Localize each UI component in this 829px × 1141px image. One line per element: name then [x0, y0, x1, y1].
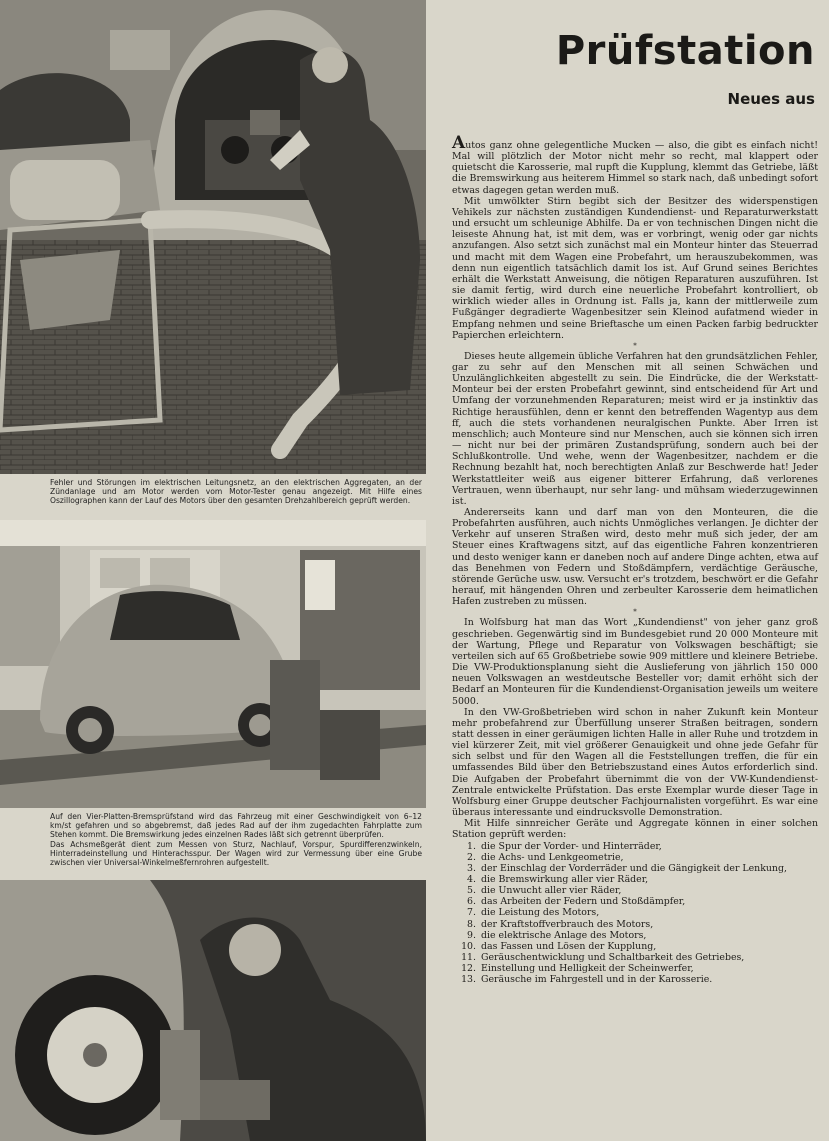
page-subtitle: Neues aus: [727, 90, 815, 108]
paragraph-1-text: utos ganz ohne gelegentliche Mucken — also, die gibt es einfach nicht! Mal will plötzlich der Motor nicht mehr so recht, mal klappert oder quietscht die Karosserie, mal rupft die Kupplung, klemmt das Getriebe, läßt die Bremswirkung aus heiterem Himmel so stark nach, daß unbedingt sofort etwas dagegen getan werden muß.: [452, 140, 818, 196]
list-item: 1. die Spur der Vorder- und Hinterräder,: [467, 840, 662, 852]
test-items-list: [452, 841, 818, 986]
photo-brake-test-stand: [0, 520, 426, 808]
list-item: 3. der Einschlag der Vorderräder und die Gängigkeit der Lenkung,: [467, 862, 787, 874]
list-item: 2. die Achs- und Lenkgeometrie,: [467, 851, 624, 863]
section-separator: *: [633, 341, 637, 350]
paragraph-6: In den VW-Großbetrieben wird schon in naher Zukunft kein Monteur mehr probefahrend zur Überfüllung unserer Straßen beitragen, sondern statt dessen in einer geräumigen lichten Halle in aller Ruhe und trotzdem in viel kürzerer Zeit, mit viel größerer Genauigkeit und ohne jede Gefahr für sich selbst und für den Wagen all die Feststellungen treffen, die für ein umfassendes Bild über den Betriebszustand eines Autos erforderlich sind. Die Aufgaben der Probefahrt übernimmt die von der VW-Kundendienst-Zentrale entwickelte Prüfstation. Das erste Exemplar wurde dieser Tage in Wolfsburg einer Gruppe deutscher Fachjournalisten vorgeführt. Es war eine überaus interessante und eindrucksvolle Demonstration.: [452, 706, 818, 819]
list-item: 13. Geräusche im Fahrgestell und in der Karosserie.: [461, 974, 713, 986]
paragraph-4: Andererseits kann und darf man von den Monteuren, die die Probefahrten ausführen, auch nichts Unmögliches verlangen. Je dichter der Verkehr auf unseren Straßen wird, desto mehr muß sich jeder, der am Steuer eines Kraftwagens sitzt, auf das eigentliche Fahren konzentrieren und desto weniger kann er daneben noch auf andere Dinge achten, etwa auf das Benehmen von Federn und Stoßdämpfern, verdächtige Geräusche, störende Gerüche usw. usw. Versucht er's trotzdem, beschwört er die Gefahr herauf, mit hängenden Ohren und zerbeulter Karosserie dem heimatlichen Hafen zustreben zu müssen.: [452, 507, 818, 608]
column-gutter: [426, 0, 452, 1141]
paragraph-1: [452, 133, 818, 196]
paragraph-5: In Wolfsburg hat man das Wort „Kundendienst" von jeher ganz groß geschrieben. Gegenwärtig sind im Bundesgebiet rund 20 000 Monteure mit der Wartung, Pflege und Reparatur von Volkswagen beschäftigt; sie verteilen sich auf 65 Großbetriebe sowie 909 mittlere und kleinere Betriebe. Die VW-Produktionsplanung sieht die Auslieferung von jährlich 150 000 neuen Volkswagen an westdeutsche Besteller vor; damit erhöht sich der Bedarf an Monteuren für die Kundendienst-Organisation jeweils um weitere 5000.: [452, 617, 818, 707]
list-item: 11. Geräuschentwicklung und Schaltbarkeit des Getriebes,: [461, 952, 745, 964]
list-item: 7. die Leistung des Motors,: [467, 907, 600, 919]
list-item: 9. die elektrische Anlage des Motors,: [467, 929, 647, 941]
list-item: 8. der Kraftstoffverbrauch des Motors,: [467, 918, 654, 930]
list-item: 6. das Arbeiten der Federn und Stoßdämpfer,: [467, 896, 686, 908]
caption-axle-measuring-text: Das Achsmeßgerät dient zum Messen von Sturz, Nachlauf, Vorspur, Spurdifferenzwinkeln, Hinterradeinstellung und Hinterachsspur. Der Wagen wird zur Vermessung über eine Grube zwischen vier Universal-Winkelmeßfernrohren aufgestellt.: [50, 839, 422, 868]
photo-motor-tester: [0, 0, 426, 474]
paragraph-7: Mit Hilfe sinnreicher Geräte und Aggregate können in einer solchen Station geprüft werden:: [452, 818, 818, 841]
drop-cap: A: [452, 133, 466, 153]
photo-brake-test-stand-image: [0, 520, 426, 808]
photo-axle-measuring: [0, 880, 426, 1141]
list-item: 10. das Fassen und Lösen der Kupplung,: [461, 940, 657, 952]
list-item: 12. Einstellung und Helligkeit der Scheinwerfer,: [461, 963, 694, 975]
paragraph-3: Dieses heute allgemein übliche Verfahren hat den grundsätzlichen Fehler, gar zu sehr auf den Menschen mit all seinen Schwächen und Unzulänglichkeiten abgestellt zu sein. Die Eindrücke, die der Werkstatt-Monteur bei der ersten Probefahrt gewinnt, sind entscheidend für Art und Umfang der vorzunehmenden Reparaturen; meist wird er ja instinktiv das Richtige herausfühlen, denn er kennt den betreffenden Wagentyp aus dem ff, auch die stets vorhandenen neuralgischen Punkte. Aber Irren ist menschlich; auch Monteure sind nur Menschen, auch sie können sich irren — nicht nur bei der primären Zustandsprüfung, sondern auch bei der Schlußkontrolle. Und wehe, wenn der Wagenbesitzer, nachdem er die Rechnung bezahlt hat, noch berechtigten Anlaß zur Beschwerde hat! Jeder Werkstattleiter weiß aus eigener bitterer Erfahrung, daß verlorenes Vertrauen, wenn überhaupt, nur sehr lang- und mühsam wiederzugewinnen ist.: [452, 350, 818, 507]
page-title: Prüfstation: [555, 28, 815, 74]
section-separator: *: [633, 608, 637, 617]
photo-motor-tester-image: [0, 0, 426, 474]
caption-brake-test-stand: [50, 812, 422, 867]
caption-brake-test-stand-text: Auf den Vier-Platten-Bremsprüfstand wird das Fahrzeug mit einer Geschwindigkeit von 6–12 km/st gefahren und so abgebremst, daß jedes Rad auf der ihm zugedachten Fahrplatte zum Stehen kommt. Die Bremswirkung jedes einzelnen Rades läßt sich getrennt überprüfen.: [50, 812, 422, 840]
caption-motor-tester-text: Fehler und Störungen im elektrischen Leitungsnetz, an den elektrischen Aggregaten, an der Zündanlage und am Motor werden vom Motor-Tester genau angezeigt. Mit Hilfe eines Oszillographen kann der Lauf des Motors über den gesamten Drehzahlbereich geprüft werden.: [50, 478, 422, 506]
caption-motor-tester: [50, 478, 422, 506]
article-body: [452, 133, 818, 986]
paragraph-2: Mit umwölkter Stirn begibt sich der Besitzer des widerspenstigen Vehikels zur nächsten zuständigen Kundendienst- und Reparaturwerkstatt und ersucht um schleunige Abhilfe. Da er von technischen Dingen nicht die leiseste Ahnung hat, ist mit dem, was er vorbringt, wenig oder gar nichts anzufangen. Also setzt sich zunächst mal ein Monteur hinter das Steuerrad und macht mit dem Wagen eine Probefahrt, um herauszubekommen, was denn nun eigentlich tatsächlich damit los ist. Auf Grund seines Berichtes erhält die Werkstatt Anweisung, die nötigen Reparaturen auszuführen. Ist sie damit fertig, wird durch eine neuerliche Probefahrt kontrolliert, ob wirklich wieder alles in Ordnung ist. Falls ja, kann der mittlerweile zum Fußgänger degradierte Wagenbesitzer sein Kleinod aufatmend wieder in Empfang nehmen und seine Brieftasche um einen Packen farbig bedruckter Papierchen erleichtern.: [452, 195, 818, 341]
photo-axle-measuring-image: [0, 880, 426, 1141]
list-item: 4. die Bremswirkung aller vier Räder,: [467, 874, 649, 885]
list-item: 5. die Unwucht aller vier Räder,: [467, 885, 622, 897]
